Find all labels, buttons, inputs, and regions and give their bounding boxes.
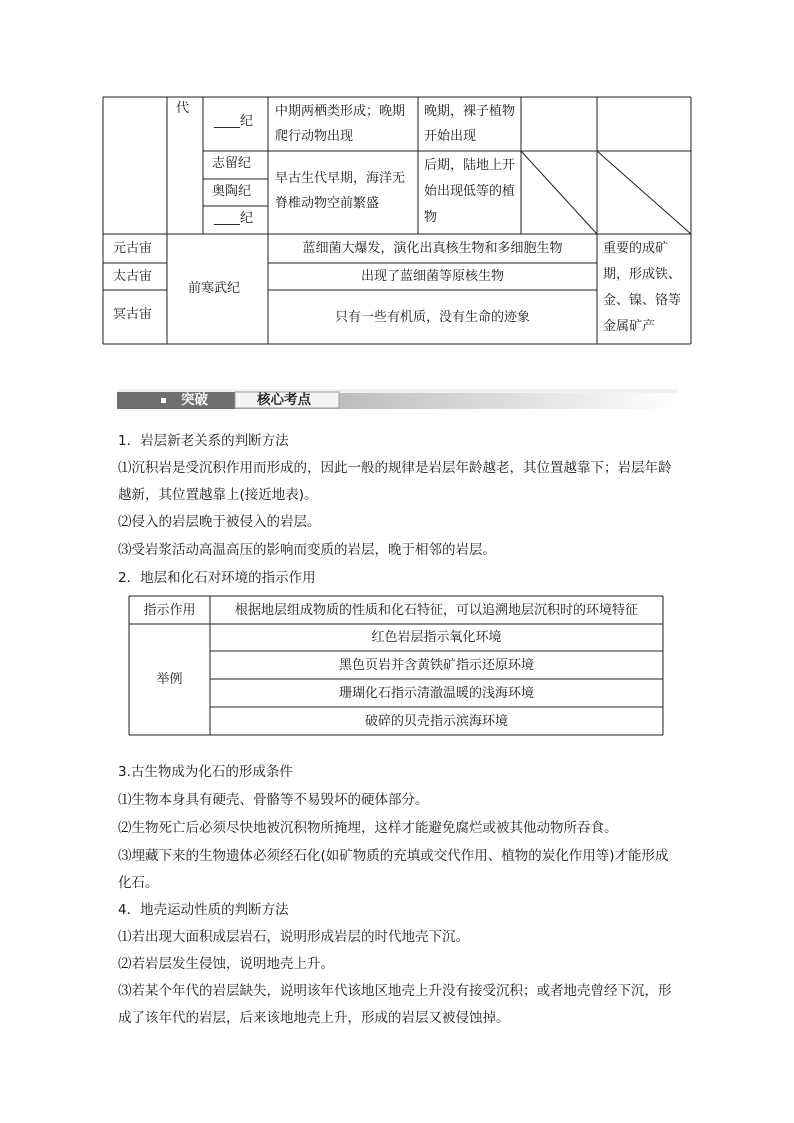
table-header-label: 指示作用 xyxy=(143,602,196,618)
period-blank-bottom: ____纪 xyxy=(214,211,254,226)
cyanobacteria-appear-text: 出现了蓝细菌等原核生物 xyxy=(360,269,504,284)
amphibian-text: 中期两栖类形成；晚期爬行动物出现 xyxy=(275,104,406,144)
section3-heading: 3.古生物成为化石的形成条件 xyxy=(118,764,293,780)
precambrian-label: 前寒武纪 xyxy=(188,281,241,296)
ordovician-label: 奥陶纪 xyxy=(212,184,252,199)
early-paleozoic-text: 早古生代早期，海洋无脊椎动物空前繁盛 xyxy=(275,171,406,211)
example-row: 珊瑚化石指示清澈温暖的浅海环境 xyxy=(338,685,534,701)
land-plants-text: 后期，陆地上开始出现低等的植物 xyxy=(424,158,516,225)
section2-heading: 2．地层和化石对环境的指示作用 xyxy=(118,570,316,586)
example-row: 红色岩层指示氧化环境 xyxy=(371,630,502,645)
era-dai-label: 代 xyxy=(176,101,190,116)
section1-paragraph-3: ⑶受岩浆活动高温高压的影响而变质的岩层，晚于相邻的岩层。 xyxy=(118,542,496,558)
section3-paragraph-1: ⑴生物本身具有硬壳、骨骼等不易毁坏的硬体部分。 xyxy=(118,792,429,808)
example-label: 举例 xyxy=(156,672,183,687)
cyanobacteria-burst-text: 蓝细菌大爆发，演化出真核生物和多细胞生物 xyxy=(302,241,563,256)
organic-only-text: 只有一些有机质，没有生命的迹象 xyxy=(334,309,530,325)
section1-paragraph-2: ⑵侵入的岩层晚于被侵入的岩层。 xyxy=(118,514,321,530)
section1-paragraph-1: ⑴沉积岩是受沉积作用而形成的，因此一般的规律是岩层年龄越老，其位置越靠下；岩层年龄越新，其位置越靠上(接近地表)。 xyxy=(118,460,672,503)
silurian-label: 志留纪 xyxy=(212,156,252,171)
example-row: 破碎的贝壳指示滨海环境 xyxy=(364,713,508,729)
table-header-text: 根据地层组成物质的性质和化石特征，可以追溯地层沉积时的环境特征 xyxy=(234,602,638,618)
section4-heading: 4．地壳运动性质的判断方法 xyxy=(118,902,289,918)
section4-paragraph-1: ⑴若出现大面积成层岩石，说明形成岩层的时代地壳下沉。 xyxy=(118,929,469,945)
section3-paragraph-3: ⑶埋藏下来的生物遗体必须经石化(如矿物质的充填或交代作用、植物的炭化作用等)才能形成化石。 xyxy=(118,848,669,891)
gymnosperm-text: 晚期，裸子植物开始出现 xyxy=(424,104,516,144)
eon-proterozoic: 元古宙 xyxy=(113,241,153,256)
section1-heading: 1．岩层新老关系的判断方法 xyxy=(118,433,289,449)
eon-hadean: 冥古宙 xyxy=(113,307,153,322)
minerals-text: 重要的成矿期，形成铁、金、镍、铬等金属矿产 xyxy=(603,241,682,334)
example-row: 黑色页岩并含黄铁矿指示还原环境 xyxy=(338,657,534,673)
section4-paragraph-3: ⑶若某个年代的岩层缺失，说明该年代该地区地壳上升没有接受沉积；或者地壳曾经下沉，形成了该年代的岩层，后来该地地壳上升，形成的岩层又被侵蚀掉。 xyxy=(118,983,672,1026)
period-blank-top: ____纪 xyxy=(214,114,254,129)
banner-right-label: 核心考点 xyxy=(257,392,311,408)
section4-paragraph-2: ⑵若岩层发生侵蚀，说明地壳上升。 xyxy=(118,956,334,972)
eon-archean: 太古宙 xyxy=(113,269,153,284)
section3-paragraph-2: ⑵生物死亡后必须尽快地被沉积物所掩埋，这样才能避免腐烂或被其他动物所吞食。 xyxy=(118,820,618,836)
banner-left-label: 突破 xyxy=(181,392,208,408)
